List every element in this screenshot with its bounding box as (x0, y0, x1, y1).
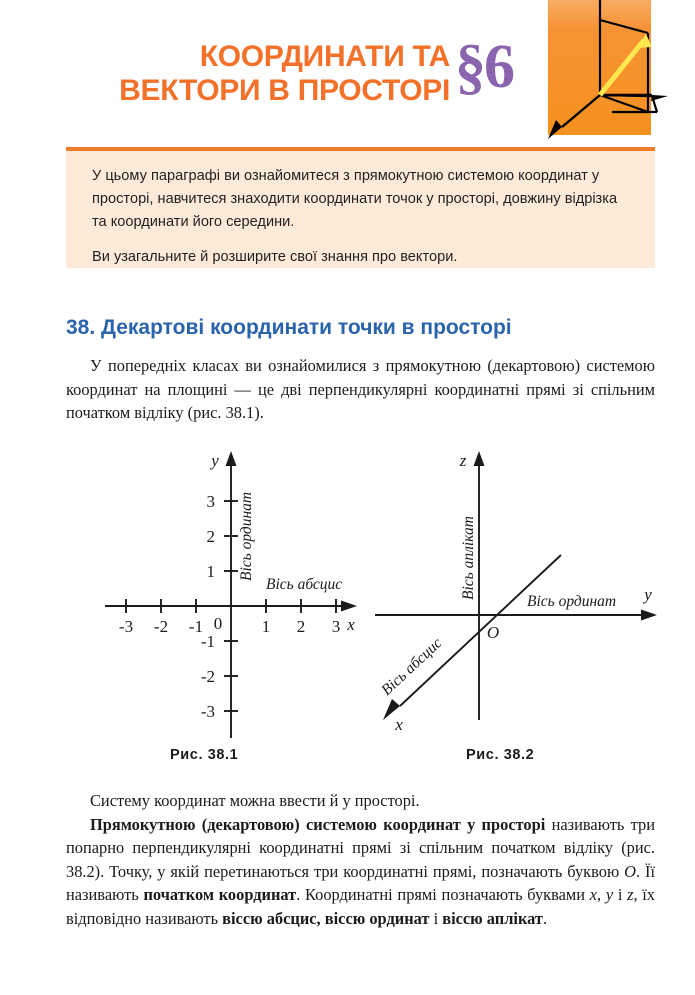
term-applicate-axis: віссю аплікат (442, 908, 543, 928)
text-run: . (543, 908, 548, 928)
tick-label-x: 2 (296, 617, 306, 636)
axis-name-ordinate: Вісь ординат (238, 491, 255, 581)
axis-letter-x: x (347, 615, 355, 634)
body-paragraph-2 (66, 789, 655, 930)
symbol-z: z (627, 885, 634, 904)
figure-3d-cartesian (375, 448, 665, 738)
section-number-badge: §6 (455, 33, 513, 101)
figure-2d-cartesian (105, 448, 375, 738)
tick-label-y: -2 (200, 667, 215, 686)
origin-label: 0 (213, 614, 223, 633)
symbol-origin: O (624, 861, 636, 881)
section-heading: 38. Декартові координати точки в просторі (66, 316, 512, 339)
term-rect-coord-system: Прямокутною (декартовою) системою координат у просторі (90, 814, 546, 834)
tick-label-x: -1 (188, 617, 204, 636)
term-abscissa-axis: віссю абсцис, (222, 908, 321, 928)
tick-label-x: -2 (153, 617, 169, 636)
text-run: , (597, 885, 606, 904)
page-header (0, 0, 695, 140)
text-run: . Її називають (66, 861, 655, 904)
text-run: і (429, 908, 443, 928)
axis-letter-x: x (395, 715, 403, 734)
tick-label-x: 3 (331, 617, 341, 636)
figures-row (0, 448, 695, 778)
text-run: називають три попарно перпендикулярні координатні прямі зі спільним початком відліку (рис. 38.2). Точку, у якій перетинаються три координатні прямі, позначають буквою (66, 814, 655, 881)
axis-letter-z: z (459, 451, 467, 470)
tick-label-y: 1 (206, 562, 215, 581)
figure-caption-1: Рис. 38.1 (170, 747, 239, 763)
tick-label-x: -3 (118, 617, 134, 636)
term-ordinate-axis: віссю ординат (324, 908, 430, 928)
tick-label-y: -1 (200, 632, 215, 651)
axis-letter-y: y (644, 585, 652, 604)
intro-paragraph-2: Ви узагальните й розширите свої знання про вектори. (92, 249, 458, 265)
axis-name-abscissa: Вісь абсцис (266, 576, 343, 593)
text-run: , їх відповідно називають (66, 885, 655, 928)
symbol-y: y (605, 885, 614, 904)
paragraph-text-definition (66, 813, 655, 931)
intro-paragraph-1: У цьому параграфі ви ознайомитеся з прямокутною системою координат у просторі, навчитеся знаходити координати точок у просторі, довжину відрізка та координати його середини. (92, 168, 618, 230)
tick-label-y: 3 (206, 492, 215, 511)
axis-letter-y: y (211, 451, 219, 470)
paragraph-text: У попередніх класах ви ознайомилися з прямокутною (декартовою) системою координат на площині — це дві перпендикулярні координатні прямі зі спільним початком відліку (рис. 38.1). (66, 356, 655, 422)
page-title-line-1: КООРДИНАТИ ТА (199, 40, 450, 73)
tick-label-y: 2 (206, 527, 215, 546)
body-paragraph-1 (66, 354, 655, 425)
page-title-line-2: ВЕКТОРИ В ПРОСТОРІ (119, 74, 450, 107)
text-run: . Координатні прямі позначають буквами (296, 885, 590, 904)
page-title (60, 40, 450, 108)
symbol-x: x (589, 885, 598, 904)
header-3d-vector-art (500, 0, 695, 140)
tick-label-y: -3 (200, 702, 215, 721)
axis-name-ordinate: Вісь ординат (527, 593, 617, 610)
figure-caption-2: Рис. 38.2 (466, 747, 535, 763)
axis-name-abscissa: Вісь абсцис (378, 634, 446, 699)
term-origin: початком координат (143, 885, 297, 904)
axis-name-applicate: Вісь аплікат (460, 516, 477, 600)
text-run: і (613, 885, 628, 904)
tick-label-x: 1 (261, 617, 271, 636)
chapter-intro-box (66, 147, 655, 268)
paragraph-text-intro: Систему координат можна ввести й у просторі. (90, 791, 420, 810)
origin-label: O (486, 623, 500, 642)
